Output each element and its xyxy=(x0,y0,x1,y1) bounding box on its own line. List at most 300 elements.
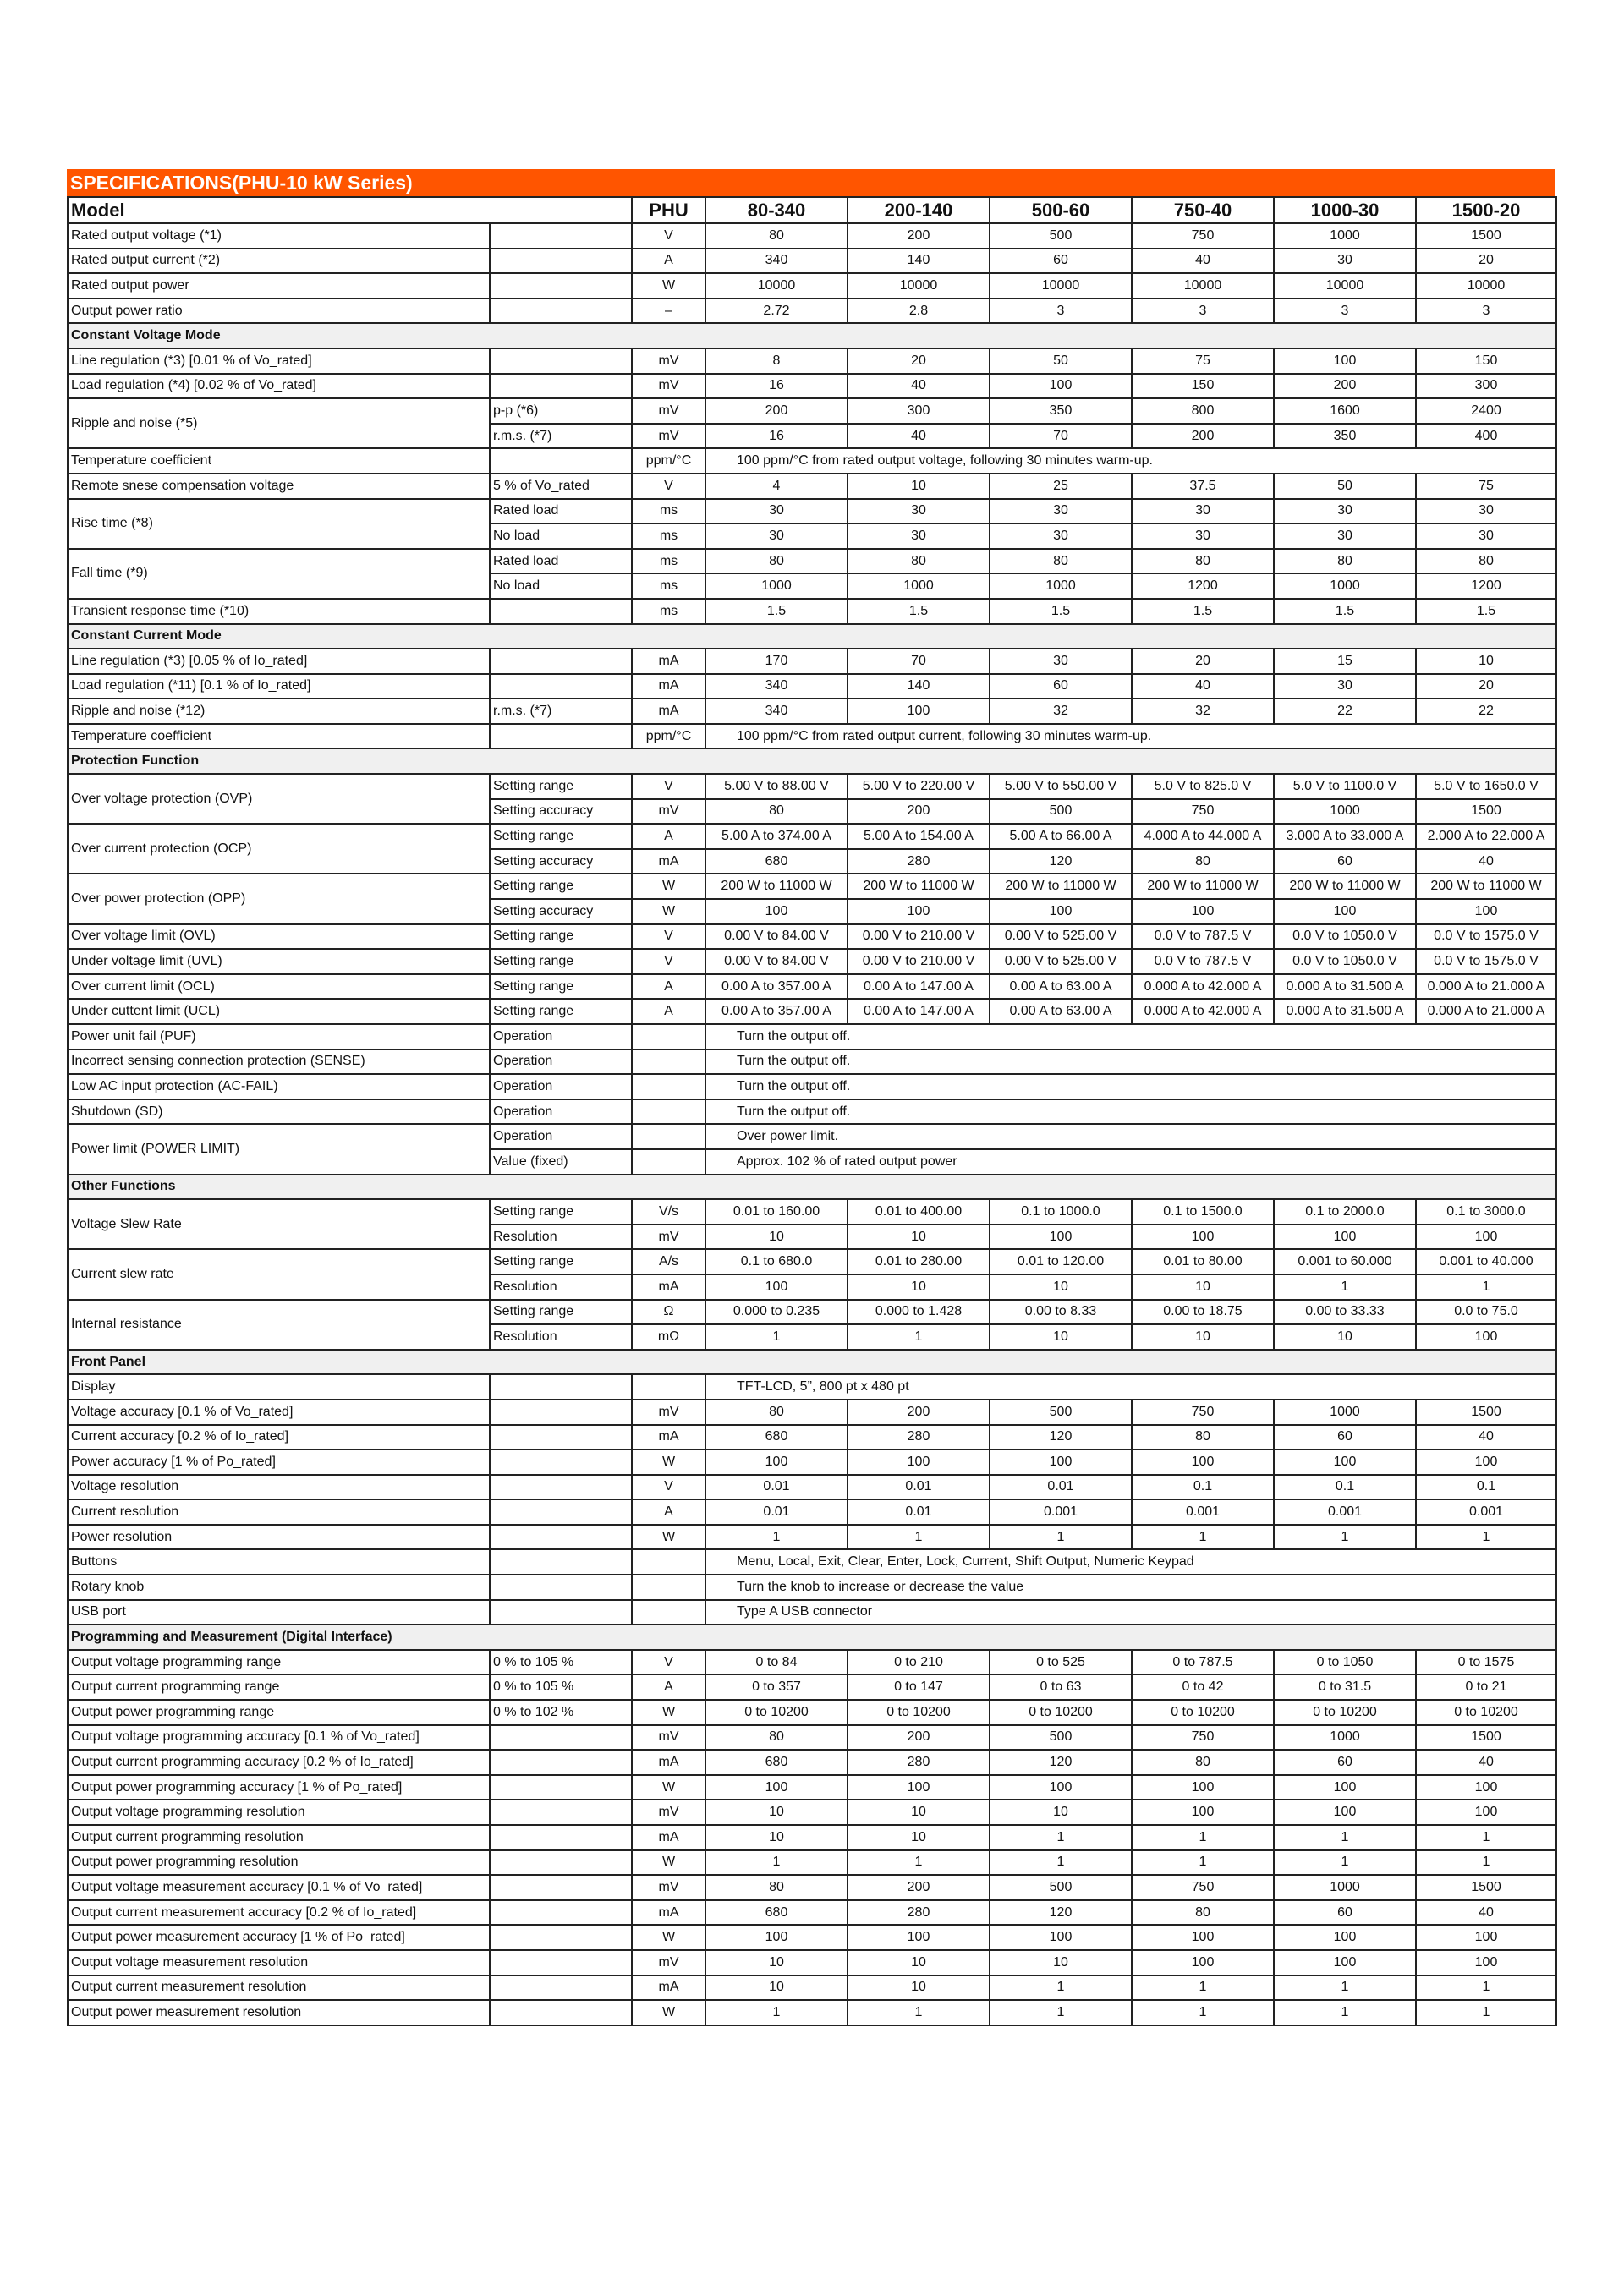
spec-value: 0.000 A to 31.500 A xyxy=(1274,999,1416,1024)
spec-value: 80 xyxy=(1416,549,1556,574)
spec-value: 50 xyxy=(990,348,1132,374)
spec-condition: Setting range xyxy=(490,924,632,950)
spec-value: 40 xyxy=(848,374,990,399)
spec-unit: ms xyxy=(632,573,705,599)
spec-condition: Setting range xyxy=(490,999,632,1024)
spec-value: 0.01 xyxy=(705,1475,848,1500)
spec-value: 60 xyxy=(990,674,1132,699)
spec-value: 5.00 V to 550.00 V xyxy=(990,774,1132,799)
spec-value: 1 xyxy=(848,2000,990,2025)
spec-value-all-models: Approx. 102 % of rated output power xyxy=(705,1149,1556,1175)
spec-value: 3 xyxy=(1416,299,1556,324)
spec-label: Remote snese compensation voltage xyxy=(68,474,490,499)
spec-value: 0.00 V to 210.00 V xyxy=(848,924,990,950)
spec-value: 100 xyxy=(990,1225,1132,1250)
spec-value: 1.5 xyxy=(705,599,848,624)
spec-label: Output current programming accuracy [0.2 % of Io_rated] xyxy=(68,1750,490,1775)
spec-value: 80 xyxy=(1132,1900,1274,1926)
spec-value: 1000 xyxy=(848,573,990,599)
spec-value: 10000 xyxy=(1416,273,1556,299)
spec-condition xyxy=(490,1449,632,1475)
spec-value: 1 xyxy=(990,1975,1132,2001)
spec-value: 80 xyxy=(1132,549,1274,574)
spec-value: 5.0 V to 1100.0 V xyxy=(1274,774,1416,799)
spec-value: 100 xyxy=(1416,1324,1556,1350)
spec-value: 0.000 A to 21.000 A xyxy=(1416,999,1556,1024)
section-header-row xyxy=(68,748,1556,774)
spec-condition: Setting range xyxy=(490,774,632,799)
spec-unit: V/s xyxy=(632,1199,705,1225)
spec-label: Temperature coefficient xyxy=(68,724,490,749)
spec-label: Load regulation (*4) [0.02 % of Vo_rated] xyxy=(68,374,490,399)
spec-value: 3 xyxy=(1132,299,1274,324)
spec-value: 100 xyxy=(1416,1775,1556,1800)
spec-label: Over voltage protection (OVP) xyxy=(68,774,490,824)
spec-unit xyxy=(632,1099,705,1125)
spec-value: 100 xyxy=(1274,1225,1416,1250)
spec-value: 0 to 21 xyxy=(1416,1674,1556,1700)
spec-value: 10000 xyxy=(1132,273,1274,299)
table-row xyxy=(68,599,1556,624)
table-row xyxy=(68,874,1556,899)
spec-value: 60 xyxy=(1274,1425,1416,1450)
spec-condition: 0 % to 105 % xyxy=(490,1650,632,1675)
spec-value: 60 xyxy=(1274,849,1416,874)
spec-value: 60 xyxy=(1274,1750,1416,1775)
spec-value: 0.000 A to 42.000 A xyxy=(1132,974,1274,1000)
spec-unit: V xyxy=(632,924,705,950)
spec-label: Rated output voltage (*1) xyxy=(68,223,490,249)
spec-condition: Setting range xyxy=(490,874,632,899)
spec-label: Internal resistance xyxy=(68,1300,490,1350)
spec-value: 40 xyxy=(1416,1900,1556,1926)
spec-label: Current resolution xyxy=(68,1499,490,1525)
spec-value: 0 to 63 xyxy=(990,1674,1132,1700)
spec-value: 0.00 A to 63.00 A xyxy=(990,974,1132,1000)
spec-value: 1200 xyxy=(1132,573,1274,599)
spec-value: 200 xyxy=(848,1400,990,1425)
spec-value: 80 xyxy=(705,1725,848,1751)
spec-value: 10 xyxy=(848,1274,990,1300)
spec-value-all-models: Turn the output off. xyxy=(705,1074,1556,1099)
spec-label: Voltage resolution xyxy=(68,1475,490,1500)
spec-value-all-models: Turn the output off. xyxy=(705,1049,1556,1075)
spec-value: 100 xyxy=(1132,1449,1274,1475)
spec-value: 100 xyxy=(705,1274,848,1300)
spec-value: 0.000 A to 31.500 A xyxy=(1274,974,1416,1000)
spec-value: 750 xyxy=(1132,1875,1274,1900)
spec-value: 200 W to 11000 W xyxy=(1416,874,1556,899)
spec-value: 1 xyxy=(1132,1525,1274,1550)
spec-value: 680 xyxy=(705,1750,848,1775)
spec-value: 2400 xyxy=(1416,398,1556,424)
spec-value: 37.5 xyxy=(1132,474,1274,499)
spec-condition: Setting range xyxy=(490,1300,632,1325)
spec-unit: mA xyxy=(632,1975,705,2001)
spec-condition xyxy=(490,1575,632,1600)
spec-value: 80 xyxy=(1132,849,1274,874)
spec-label: Voltage Slew Rate xyxy=(68,1199,490,1249)
spec-value: 200 xyxy=(1274,374,1416,399)
spec-value: 0.001 to 60.000 xyxy=(1274,1249,1416,1274)
spec-condition xyxy=(490,1374,632,1400)
spec-unit: W xyxy=(632,1700,705,1725)
spec-value: 1 xyxy=(1274,1975,1416,2001)
spec-value: 40 xyxy=(848,424,990,449)
table-row xyxy=(68,724,1556,749)
table-row xyxy=(68,249,1556,274)
spec-value: 500 xyxy=(990,1725,1132,1751)
spec-value: 100 xyxy=(1416,899,1556,924)
spec-unit: W xyxy=(632,1850,705,1876)
spec-unit: W xyxy=(632,1449,705,1475)
spec-unit: mV xyxy=(632,1725,705,1751)
spec-value: 10 xyxy=(990,1950,1132,1975)
spec-condition: Operation xyxy=(490,1049,632,1075)
table-row xyxy=(68,1600,1556,1625)
spec-value: 100 xyxy=(1132,1925,1274,1950)
spec-value: 0.0 V to 1575.0 V xyxy=(1416,924,1556,950)
spec-value: 20 xyxy=(1416,674,1556,699)
spec-value: 1 xyxy=(705,1850,848,1876)
spec-condition xyxy=(490,1549,632,1575)
spec-unit: W xyxy=(632,874,705,899)
spec-unit: mV xyxy=(632,1800,705,1825)
spec-condition xyxy=(490,448,632,474)
spec-value: 100 xyxy=(705,1925,848,1950)
spec-value: 200 W to 11000 W xyxy=(848,874,990,899)
spec-value: 170 xyxy=(705,649,848,674)
spec-value: 200 W to 11000 W xyxy=(1132,874,1274,899)
spec-value: 80 xyxy=(990,549,1132,574)
spec-unit: mA xyxy=(632,674,705,699)
spec-value: 120 xyxy=(990,1750,1132,1775)
spec-condition xyxy=(490,223,632,249)
spec-condition: r.m.s. (*7) xyxy=(490,699,632,724)
spec-label: Power limit (POWER LIMIT) xyxy=(68,1124,490,1174)
spec-sheet xyxy=(67,169,1555,2026)
spec-value: 1 xyxy=(848,1850,990,1876)
spec-unit: V xyxy=(632,1475,705,1500)
spec-label: Output voltage measurement accuracy [0.1 % of Vo_rated] xyxy=(68,1875,490,1900)
spec-value: 300 xyxy=(848,398,990,424)
spec-value: 350 xyxy=(990,398,1132,424)
spec-value: 10000 xyxy=(990,273,1132,299)
section-title: Front Panel xyxy=(68,1350,1556,1375)
spec-value: 2.8 xyxy=(848,299,990,324)
spec-value: 30 xyxy=(1416,523,1556,549)
spec-value: 100 xyxy=(1132,1800,1274,1825)
spec-condition xyxy=(490,1900,632,1926)
table-row xyxy=(68,1925,1556,1950)
spec-condition xyxy=(490,1600,632,1625)
spec-value: 5.0 V to 1650.0 V xyxy=(1416,774,1556,799)
spec-value: 2.72 xyxy=(705,299,848,324)
spec-value-all-models: 100 ppm/°C from rated output voltage, following 30 minutes warm-up. xyxy=(705,448,1556,474)
spec-condition: Setting range xyxy=(490,974,632,1000)
spec-label: Power resolution xyxy=(68,1525,490,1550)
spec-value: 1 xyxy=(1274,1850,1416,1876)
spec-value: 150 xyxy=(1132,374,1274,399)
spec-label: Output current measurement resolution xyxy=(68,1975,490,2001)
spec-value: 0.000 to 0.235 xyxy=(705,1300,848,1325)
section-header-row xyxy=(68,1350,1556,1375)
spec-value: 100 xyxy=(1416,1225,1556,1250)
spec-value: 1 xyxy=(848,1525,990,1550)
spec-value: 800 xyxy=(1132,398,1274,424)
model-header-row xyxy=(68,197,1556,223)
spec-condition xyxy=(490,348,632,374)
spec-unit: A/s xyxy=(632,1249,705,1274)
spec-value: 1500 xyxy=(1416,799,1556,825)
table-row xyxy=(68,1725,1556,1751)
spec-value: 200 W to 11000 W xyxy=(705,874,848,899)
spec-value-all-models: 100 ppm/°C from rated output current, following 30 minutes warm-up. xyxy=(705,724,1556,749)
spec-value: 3.000 A to 33.000 A xyxy=(1274,824,1416,849)
spec-value: 0.0 V to 787.5 V xyxy=(1132,924,1274,950)
spec-condition xyxy=(490,724,632,749)
spec-condition: Setting range xyxy=(490,1249,632,1274)
spec-label: Power unit fail (PUF) xyxy=(68,1024,490,1049)
table-row xyxy=(68,1875,1556,1900)
table-row xyxy=(68,1575,1556,1600)
spec-value: 680 xyxy=(705,1425,848,1450)
spec-label: Over power protection (OPP) xyxy=(68,874,490,923)
spec-value: 500 xyxy=(990,799,1132,825)
spec-value: 340 xyxy=(705,674,848,699)
table-row xyxy=(68,1650,1556,1675)
spec-value: 100 xyxy=(1132,1225,1274,1250)
spec-value: 200 xyxy=(1132,424,1274,449)
table-row xyxy=(68,448,1556,474)
spec-value: 0.01 to 120.00 xyxy=(990,1249,1132,1274)
table-row xyxy=(68,1449,1556,1475)
spec-value: 0.00 A to 63.00 A xyxy=(990,999,1132,1024)
spec-value: 0.0 to 75.0 xyxy=(1416,1300,1556,1325)
spec-value: 0.0 V to 1050.0 V xyxy=(1274,924,1416,950)
spec-value: 0.00 V to 84.00 V xyxy=(705,949,848,974)
spec-unit: mΩ xyxy=(632,1324,705,1350)
spec-value: 1000 xyxy=(1274,799,1416,825)
spec-value: 0.01 to 400.00 xyxy=(848,1199,990,1225)
spec-value: 140 xyxy=(848,249,990,274)
spec-unit: mA xyxy=(632,1750,705,1775)
spec-label: Voltage accuracy [0.1 % of Vo_rated] xyxy=(68,1400,490,1425)
spec-value-all-models: Turn the output off. xyxy=(705,1099,1556,1125)
spec-value: 25 xyxy=(990,474,1132,499)
spec-value: 0.1 to 3000.0 xyxy=(1416,1199,1556,1225)
spec-condition xyxy=(490,374,632,399)
spec-value: 0.01 xyxy=(705,1499,848,1525)
spec-value: 1 xyxy=(1416,1274,1556,1300)
spec-value: 20 xyxy=(1132,649,1274,674)
table-row xyxy=(68,1775,1556,1800)
spec-unit: W xyxy=(632,1925,705,1950)
spec-value: 0 to 10200 xyxy=(1274,1700,1416,1725)
spec-value: 0 to 10200 xyxy=(705,1700,848,1725)
spec-value: 0.1 to 1500.0 xyxy=(1132,1199,1274,1225)
table-row xyxy=(68,299,1556,324)
table-row xyxy=(68,999,1556,1024)
spec-value: 680 xyxy=(705,1900,848,1926)
spec-value: 0.00 A to 357.00 A xyxy=(705,974,848,1000)
spec-value: 30 xyxy=(848,499,990,524)
spec-value: 80 xyxy=(1274,549,1416,574)
spec-unit: mV xyxy=(632,1400,705,1425)
spec-value: 80 xyxy=(1132,1750,1274,1775)
spec-label: Output power ratio xyxy=(68,299,490,324)
spec-value: 100 xyxy=(1274,1925,1416,1950)
spec-value: 0.00 A to 147.00 A xyxy=(848,999,990,1024)
spec-value: 1 xyxy=(1274,2000,1416,2025)
table-row xyxy=(68,1525,1556,1550)
spec-condition xyxy=(490,1400,632,1425)
spec-value: 100 xyxy=(1274,1775,1416,1800)
spec-label: Current accuracy [0.2 % of Io_rated] xyxy=(68,1425,490,1450)
spec-value: 200 W to 11000 W xyxy=(1274,874,1416,899)
spec-label: Load regulation (*11) [0.1 % of Io_rated] xyxy=(68,674,490,699)
spec-unit xyxy=(632,1124,705,1149)
section-header-row xyxy=(68,1175,1556,1200)
spec-condition: Setting accuracy xyxy=(490,799,632,825)
table-row xyxy=(68,1499,1556,1525)
spec-unit: mV xyxy=(632,1950,705,1975)
spec-unit: ms xyxy=(632,499,705,524)
spec-value: 10 xyxy=(1132,1324,1274,1350)
spec-value: 80 xyxy=(1132,1425,1274,1450)
spec-unit: A xyxy=(632,1674,705,1700)
spec-value: 0.00 A to 147.00 A xyxy=(848,974,990,1000)
spec-condition xyxy=(490,2000,632,2025)
spec-condition: Operation xyxy=(490,1099,632,1125)
table-row xyxy=(68,1249,1556,1274)
spec-value: 2.000 A to 22.000 A xyxy=(1416,824,1556,849)
spec-value: 10 xyxy=(1416,649,1556,674)
spec-value: 40 xyxy=(1416,1425,1556,1450)
section-title: Constant Current Mode xyxy=(68,624,1556,649)
spec-value: 16 xyxy=(705,424,848,449)
spec-unit: V xyxy=(632,474,705,499)
spec-value: 0.1 to 680.0 xyxy=(705,1249,848,1274)
spec-value: 10 xyxy=(705,1950,848,1975)
spec-value: 100 xyxy=(1416,1449,1556,1475)
spec-condition: Resolution xyxy=(490,1225,632,1250)
spec-condition: 0 % to 102 % xyxy=(490,1700,632,1725)
spec-condition: Rated load xyxy=(490,549,632,574)
spec-label: Line regulation (*3) [0.05 % of Io_rated] xyxy=(68,649,490,674)
spec-condition xyxy=(490,1499,632,1525)
section-header-row xyxy=(68,1625,1556,1650)
spec-value: 100 xyxy=(990,1449,1132,1475)
spec-unit: mV xyxy=(632,398,705,424)
table-row xyxy=(68,1825,1556,1850)
spec-value: 100 xyxy=(848,899,990,924)
spec-value: 10 xyxy=(848,1825,990,1850)
model-name: 750-40 xyxy=(1132,197,1274,223)
spec-value: 0.01 xyxy=(848,1475,990,1500)
spec-unit: mA xyxy=(632,1825,705,1850)
spec-value: 30 xyxy=(705,523,848,549)
table-row xyxy=(68,824,1556,849)
spec-value: 100 xyxy=(1416,1925,1556,1950)
spec-value: 500 xyxy=(990,223,1132,249)
spec-value: 10 xyxy=(705,1825,848,1850)
spec-value: 20 xyxy=(1416,249,1556,274)
spec-value: 10 xyxy=(848,1225,990,1250)
spec-value: 10 xyxy=(848,1950,990,1975)
table-row xyxy=(68,398,1556,424)
section-title: Other Functions xyxy=(68,1175,1556,1200)
spec-value: 30 xyxy=(705,499,848,524)
spec-value: 1 xyxy=(1132,1825,1274,1850)
spec-value: 20 xyxy=(848,348,990,374)
spec-unit: A xyxy=(632,1499,705,1525)
spec-unit: mA xyxy=(632,649,705,674)
table-row xyxy=(68,1900,1556,1926)
spec-value: 1.5 xyxy=(1274,599,1416,624)
spec-condition: Resolution xyxy=(490,1324,632,1350)
spec-value: 15 xyxy=(1274,649,1416,674)
spec-label: Output voltage measurement resolution xyxy=(68,1950,490,1975)
spec-value: 100 xyxy=(1132,1950,1274,1975)
spec-value: 120 xyxy=(990,1425,1132,1450)
spec-label: Under voltage limit (UVL) xyxy=(68,949,490,974)
spec-label: Output current measurement accuracy [0.2 % of Io_rated] xyxy=(68,1900,490,1926)
spec-value-all-models: Menu, Local, Exit, Clear, Enter, Lock, Current, Shift Output, Numeric Keypad xyxy=(705,1549,1556,1575)
table-row xyxy=(68,1549,1556,1575)
spec-value: 100 xyxy=(848,1775,990,1800)
spec-value: 30 xyxy=(1416,499,1556,524)
table-row xyxy=(68,223,1556,249)
spec-condition: r.m.s. (*7) xyxy=(490,424,632,449)
spec-unit: mA xyxy=(632,1425,705,1450)
spec-unit: W xyxy=(632,1525,705,1550)
spec-value: 10 xyxy=(1274,1324,1416,1350)
spec-value: 1000 xyxy=(705,573,848,599)
spec-label: Fall time (*9) xyxy=(68,549,490,599)
spec-value: 0.1 to 1000.0 xyxy=(990,1199,1132,1225)
spec-value: 40 xyxy=(1132,249,1274,274)
spec-label: Output power programming resolution xyxy=(68,1850,490,1876)
table-row xyxy=(68,1850,1556,1876)
spec-value: 10 xyxy=(848,1800,990,1825)
spec-value: 0.000 A to 42.000 A xyxy=(1132,999,1274,1024)
spec-value: 10 xyxy=(848,474,990,499)
spec-condition xyxy=(490,649,632,674)
spec-value: 30 xyxy=(1274,523,1416,549)
spec-condition xyxy=(490,1925,632,1950)
spec-unit: ppm/°C xyxy=(632,724,705,749)
spec-value: 30 xyxy=(848,523,990,549)
table-row xyxy=(68,924,1556,950)
table-row xyxy=(68,549,1556,574)
spec-unit: mA xyxy=(632,1274,705,1300)
spec-label: Over voltage limit (OVL) xyxy=(68,924,490,950)
spec-value: 5.00 A to 154.00 A xyxy=(848,824,990,849)
spec-label: Shutdown (SD) xyxy=(68,1099,490,1125)
spec-value: 300 xyxy=(1416,374,1556,399)
spec-condition: Setting range xyxy=(490,824,632,849)
spec-condition: Setting accuracy xyxy=(490,849,632,874)
spec-value: 0 to 210 xyxy=(848,1650,990,1675)
spec-label: Power accuracy [1 % of Po_rated] xyxy=(68,1449,490,1475)
spec-label: Output power measurement accuracy [1 % of Po_rated] xyxy=(68,1925,490,1950)
spec-value: 1 xyxy=(705,1324,848,1350)
spec-value: 30 xyxy=(1274,249,1416,274)
spec-unit xyxy=(632,1049,705,1075)
spec-label: Output power programming range xyxy=(68,1700,490,1725)
table-row xyxy=(68,1700,1556,1725)
